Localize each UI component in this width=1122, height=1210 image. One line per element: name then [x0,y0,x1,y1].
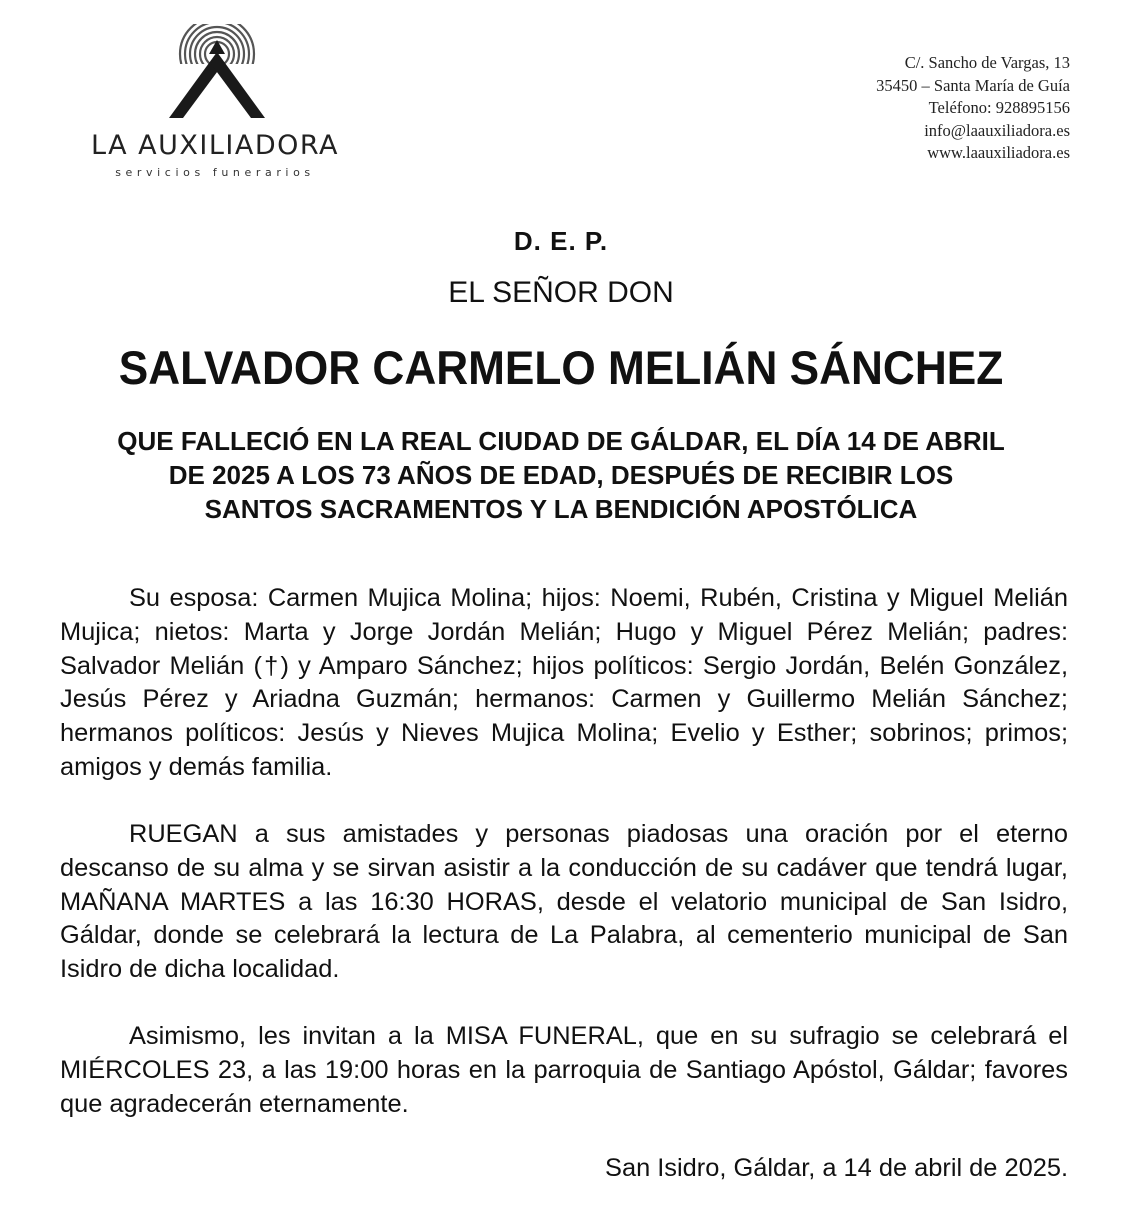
death-statement-line: SANTOS SACRAMENTOS Y LA BENDICIÓN APOSTÓLICA [204,494,918,524]
logo-mark-icon [165,24,269,120]
family-paragraph: Su esposa: Carmen Mujica Molina; hijos: Noemi, Rubén, Cristina y Miguel Melián Mujica; nietos: Marta y Jorge Jordán Melián; Hugo y Miguel Pérez Melián; padres: Salvador Melián (†) y Amparo Sánchez; hijos políticos: Sergio Jordán, Belén González, Jesús Pérez y Ariadna Guzmán; hermanos: Carmen y Guillermo Melián Sánchez; hermanos políticos: Jesús y Nieves Mujica Molina; Evelio y Esther; sobrinos; primos; amigos y demás familia. [60,584,1068,781]
company-tagline: servicios funerarios [115,166,315,179]
death-statement [40,424,1082,526]
dateline: San Isidro, Gáldar, a 14 de abril de 2025. [605,1154,1068,1182]
request-paragraph: RUEGAN a sus amistades y personas piadosas una oración por el eterno descanso de su alma y se sirvan asistir a la conducción de su cadáver que tendrá lugar, MAÑANA MARTES a las 16:30 HORAS, desde el velatorio municipal de San Isidro, Gáldar, donde se celebrará la lectura de La Palabra, al cementerio municipal de San Isidro de dicha localidad. [60,820,1068,984]
address-web: www.laauxiliadora.es [927,143,1070,162]
death-statement-line: DE 2025 A LOS 73 AÑOS DE EDAD, DESPUÉS DE RECIBIR LOS [168,460,954,490]
company-logo [52,24,382,184]
honorific: EL SEÑOR DON [448,276,674,309]
address-street: C/. Sancho de Vargas, 13 [904,53,1070,72]
address-email: info@laauxiliadora.es [924,120,1070,140]
address-phone: Teléfono: 928895156 [928,98,1070,117]
deceased-name: SALVADOR CARMELO MELIÁN SÁNCHEZ [118,341,1004,394]
address-city: 35450 – Santa María de Guía [876,75,1070,95]
company-name: LA AUXILIADORA [90,130,340,161]
funeral-mass-paragraph: Asimismo, les invitan a la MISA FUNERAL, que en su sufragio se celebrará el MIÉRCOLES 23, a las 19:00 horas en la parroquia de Santiago Apóstol, Gáldar; favores que agradecerán eternamente. [60,1022,1068,1118]
dep-heading: D. E. P. [513,226,609,256]
death-statement-line: QUE FALLECIÓ EN LA REAL CIUDAD DE GÁLDAR, EL DÍA 14 DE ABRIL [117,426,1005,456]
company-address [876,52,1070,165]
